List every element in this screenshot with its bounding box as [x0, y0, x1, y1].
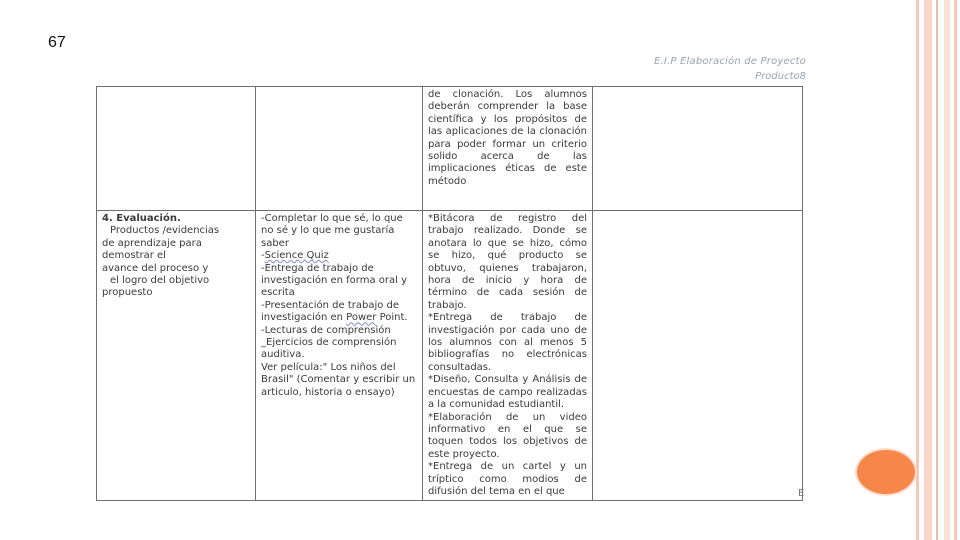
activity-item: -Completar lo que sé, lo que no sé y lo que me gustaría saber — [261, 213, 403, 249]
cell-text: avance del proceso y — [102, 262, 209, 274]
evidence-item: *Elaboración de un video informativo en el que se toquen todos los objetivos de este proyecto. — [428, 411, 587, 460]
evidence-item: *Bitácora de registro del trabajo realizado. Donde se anotara lo que se hizo, cómo se hizo, qué producto se obtuvo, quienes trabajaron, hora de inicio y hora de término de cada sesión de trabajo. — [428, 213, 587, 311]
evidence-item: *Entrega de un cartel y un tríptico como modios de difusión del tema en el que — [428, 461, 587, 497]
table-cell — [97, 211, 256, 501]
activity-item — [261, 300, 417, 325]
cell-text: Productos /evidencias — [110, 225, 220, 237]
slide-number: 67 — [48, 34, 66, 51]
cell-text: demostrar el — [102, 250, 166, 262]
cloning-objective-text: de clonación. Los alumnos deberán comprender la base científica y los propósitos de las aplicaciones de la clonación para poder formar un criterio solido acerca de las implicaciones éticas de este método — [428, 89, 587, 187]
cell-text: el logro del objetivo — [110, 275, 210, 287]
table-cell — [423, 87, 593, 211]
document-header-title: E.I.P Elaboración de Proyecto — [653, 56, 806, 67]
section-heading: 4. Evaluación. — [102, 213, 181, 224]
table-cell — [593, 211, 803, 501]
table-cell — [97, 87, 256, 211]
power-point-word: Power — [346, 312, 377, 324]
activity-item: _Ejercicios de comprensión auditiva. — [261, 337, 397, 361]
footer-mark: E — [798, 488, 805, 499]
evidence-item: *Diseño, Consulta y Análisis de encuestas de campo realizadas a la comunidad estudiantil. — [428, 374, 587, 411]
activity-item: Ver película:" Los niños del Brasil" (Comentar y escribir un articulo, historia o ensayo) — [261, 361, 416, 398]
table-row — [97, 87, 803, 211]
table-cell — [423, 211, 593, 501]
table-cell — [593, 87, 803, 211]
activity-item: -Entrega de trabajo de investigación en forma oral y escrita — [261, 262, 408, 299]
document-header-product: Producto8 — [755, 71, 806, 82]
activity-text: Point. — [379, 312, 408, 324]
table-cell — [256, 87, 423, 211]
decorative-stripes — [912, 0, 960, 540]
table-row — [97, 211, 803, 501]
evidence-item: *Entrega de trabajo de investigación por cada uno de los alumnos con al menos 5 bibliografías no electrónicas consultadas. — [428, 312, 587, 373]
table-cell — [256, 211, 423, 501]
orange-circle-decoration — [857, 450, 915, 494]
activity-text: -Presentación de trabajo de investigación en — [261, 299, 400, 324]
cell-text: de aprendizaje para — [102, 237, 202, 249]
science-quiz-link[interactable]: Science Quiz — [264, 250, 329, 262]
activity-item: -Lecturas de comprensión — [261, 324, 391, 336]
planning-table — [96, 86, 803, 501]
activity-item — [261, 250, 417, 262]
cell-text: propuesto — [102, 287, 153, 299]
dash: - — [261, 250, 265, 262]
